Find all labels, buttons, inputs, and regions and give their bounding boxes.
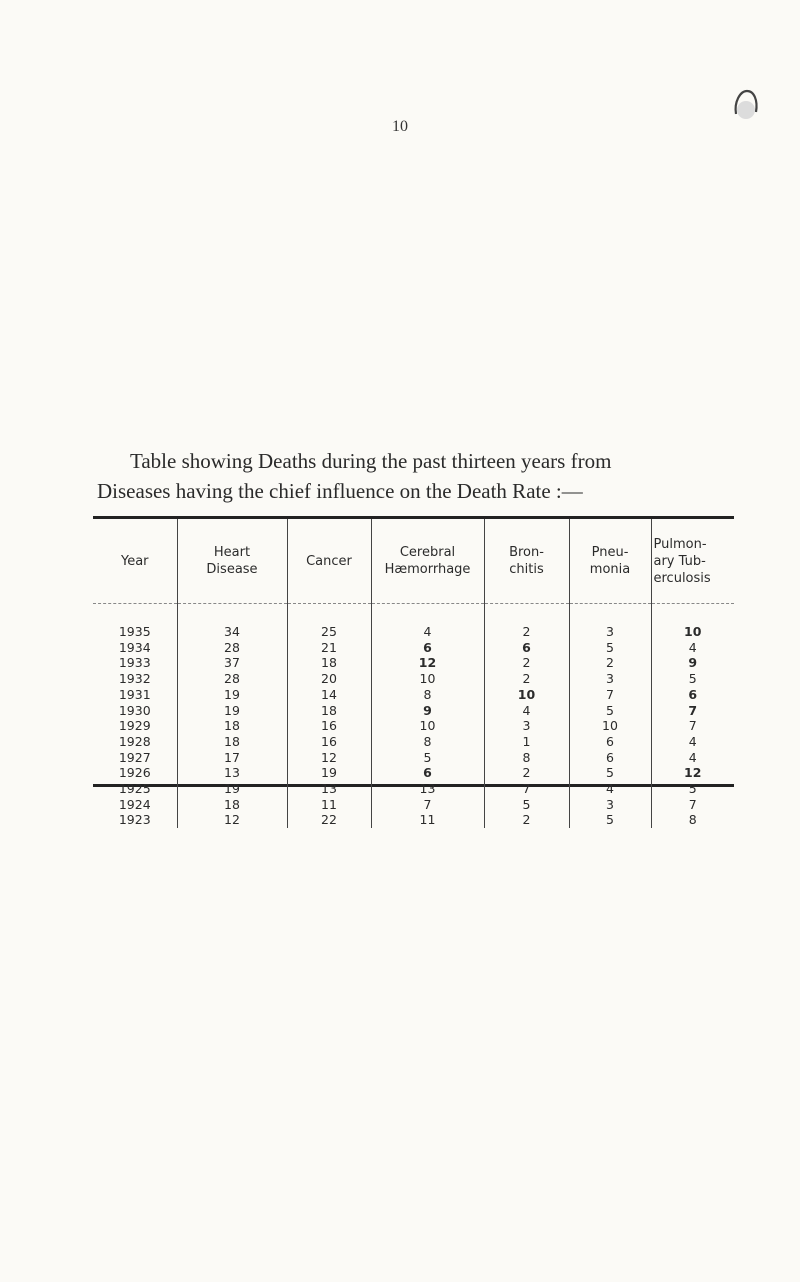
- cell-year: 1934: [118, 639, 151, 655]
- table-row: [93, 765, 734, 781]
- cell-pulmonary-tuberculosis: 12: [651, 765, 734, 781]
- cell-pneumonia: 5: [569, 765, 651, 781]
- cell-pulmonary-tuberculosis: 5: [651, 781, 734, 797]
- cell-cerebral-haemorrhage: 6: [371, 640, 484, 656]
- cell-cancer: 13: [287, 781, 371, 797]
- header-pulmonary-tuberculosis: [651, 519, 734, 604]
- table-row: [93, 703, 734, 719]
- cell-pneumonia: 6: [569, 750, 651, 766]
- cell-cancer: 18: [287, 703, 371, 719]
- cell-cerebral-haemorrhage: 6: [371, 765, 484, 781]
- cell-heart-disease: 34: [177, 604, 287, 640]
- table-row: [93, 687, 734, 703]
- cell-bronchitis: 3: [484, 718, 569, 734]
- cell-year: 1931: [118, 686, 151, 702]
- cell-heart-disease: 18: [177, 797, 287, 813]
- cell-year: 1923: [118, 812, 151, 828]
- caption-line-1: Table showing Deaths during the past thirteen years from: [130, 449, 612, 473]
- cell-pneumonia: 6: [569, 734, 651, 750]
- cell-cerebral-haemorrhage: 4: [371, 604, 484, 640]
- header-year: [93, 519, 177, 604]
- cell-pulmonary-tuberculosis: 4: [651, 640, 734, 656]
- cell-cerebral-haemorrhage: 8: [371, 687, 484, 703]
- cell-cancer: 16: [287, 734, 371, 750]
- cell-year: 1928: [118, 733, 151, 749]
- cell-heart-disease: 17: [177, 750, 287, 766]
- cell-cancer: 16: [287, 718, 371, 734]
- cell-year: 1924: [118, 796, 151, 812]
- table-row: [93, 734, 734, 750]
- table-row: [93, 750, 734, 766]
- deaths-table-container: [93, 516, 734, 828]
- cell-bronchitis: 4: [484, 703, 569, 719]
- cell-heart-disease: 28: [177, 640, 287, 656]
- header-pneumonia-line2: monia: [589, 562, 631, 577]
- cell-pneumonia: 2: [569, 655, 651, 671]
- cell-cerebral-haemorrhage: 12: [371, 655, 484, 671]
- cell-pulmonary-tuberculosis: 7: [651, 718, 734, 734]
- cell-bronchitis: 7: [484, 781, 569, 797]
- header-bronchitis: [484, 519, 569, 604]
- cell-year: 1927: [118, 749, 151, 765]
- cell-heart-disease: 13: [177, 765, 287, 781]
- cell-cerebral-haemorrhage: 13: [371, 781, 484, 797]
- table-row: [93, 797, 734, 813]
- cell-cancer: 11: [287, 797, 371, 813]
- header-cerebral-line1: Cerebral: [399, 545, 456, 560]
- cell-year: 1932: [118, 671, 151, 687]
- caption-line-2: Diseases having the chief influence on the Death Rate :—: [97, 479, 583, 503]
- deaths-table: [93, 519, 734, 828]
- cell-pulmonary-tuberculosis: 8: [651, 812, 734, 828]
- table-row: [93, 604, 734, 640]
- cell-pneumonia: 3: [569, 604, 651, 640]
- cell-cancer: 12: [287, 750, 371, 766]
- cell-cerebral-haemorrhage: 9: [371, 703, 484, 719]
- cell-year: 1935: [118, 624, 151, 639]
- cell-pulmonary-tuberculosis: 4: [651, 750, 734, 766]
- table-caption: [97, 446, 737, 506]
- cell-heart-disease: 19: [177, 781, 287, 797]
- cell-bronchitis: 2: [484, 655, 569, 671]
- cell-pneumonia: 10: [569, 718, 651, 734]
- cell-cancer: 18: [287, 655, 371, 671]
- page-number: 10: [392, 118, 408, 135]
- cell-heart-disease: 37: [177, 655, 287, 671]
- cell-cancer: 20: [287, 671, 371, 687]
- cell-pulmonary-tuberculosis: 4: [651, 734, 734, 750]
- header-cancer: [287, 519, 371, 604]
- cell-cancer: 21: [287, 640, 371, 656]
- cell-bronchitis: 6: [484, 640, 569, 656]
- cell-pulmonary-tuberculosis: 7: [651, 797, 734, 813]
- cell-cancer: 22: [287, 812, 371, 828]
- cell-heart-disease: 28: [177, 671, 287, 687]
- cell-bronchitis: 2: [484, 765, 569, 781]
- cell-cancer: 14: [287, 687, 371, 703]
- cell-heart-disease: 12: [177, 812, 287, 828]
- cell-bronchitis: 8: [484, 750, 569, 766]
- table-body: [93, 604, 734, 829]
- cell-cerebral-haemorrhage: 8: [371, 734, 484, 750]
- header-bronchitis-line2: chitis: [509, 562, 544, 577]
- cell-pneumonia: 4: [569, 781, 651, 797]
- cell-heart-disease: 18: [177, 734, 287, 750]
- cell-heart-disease: 19: [177, 703, 287, 719]
- cell-heart-disease: 18: [177, 718, 287, 734]
- cell-year: 1933: [118, 655, 151, 671]
- cell-bronchitis: 10: [484, 687, 569, 703]
- cell-bronchitis: 2: [484, 604, 569, 640]
- cell-cancer: 25: [287, 604, 371, 640]
- cell-pulmonary-tuberculosis: 6: [651, 687, 734, 703]
- header-cancer-label: Cancer: [306, 553, 352, 569]
- cell-pulmonary-tuberculosis: 5: [651, 671, 734, 687]
- cell-cerebral-haemorrhage: 10: [371, 671, 484, 687]
- cell-cerebral-haemorrhage: 11: [371, 812, 484, 828]
- cell-pneumonia: 5: [569, 703, 651, 719]
- table-row: [93, 781, 734, 797]
- cell-pneumonia: 3: [569, 671, 651, 687]
- header-cerebral-line2: Hæmorrhage: [384, 562, 471, 577]
- cell-pulmonary-tuberculosis: 10: [651, 604, 734, 640]
- header-heart-disease: [177, 519, 287, 604]
- cell-cerebral-haemorrhage: 10: [371, 718, 484, 734]
- cell-pneumonia: 5: [569, 812, 651, 828]
- cell-year: 1929: [118, 718, 151, 734]
- table-row: [93, 718, 734, 734]
- cell-cerebral-haemorrhage: 5: [371, 750, 484, 766]
- table-row: [93, 671, 734, 687]
- cell-pulmonary-tuberculosis: 9: [651, 655, 734, 671]
- header-heart-line1: Heart: [213, 545, 251, 560]
- header-heart-line2: Disease: [206, 562, 258, 577]
- table-header-row: [93, 519, 734, 604]
- header-pulm-line2: ary Tub-: [653, 553, 706, 569]
- cell-pulmonary-tuberculosis: 7: [651, 703, 734, 719]
- cell-pneumonia: 3: [569, 797, 651, 813]
- cell-year: 1926: [118, 765, 151, 781]
- header-cerebral-haemorrhage: [371, 519, 484, 604]
- table-row: [93, 655, 734, 671]
- cell-cancer: 19: [287, 765, 371, 781]
- punch-hole-mark: [732, 88, 760, 122]
- cell-pneumonia: 7: [569, 687, 651, 703]
- table-row: [93, 812, 734, 828]
- cell-bronchitis: 5: [484, 797, 569, 813]
- header-pneumonia-line1: Pneu-: [591, 545, 629, 560]
- cell-bronchitis: 2: [484, 812, 569, 828]
- cell-bronchitis: 2: [484, 671, 569, 687]
- header-bronchitis-line1: Bron-: [509, 545, 544, 560]
- header-pneumonia: [569, 519, 651, 604]
- cell-year: 1930: [118, 702, 151, 718]
- cell-year: 1925: [118, 781, 151, 797]
- table-row: [93, 640, 734, 656]
- header-pulm-line3: erculosis: [653, 570, 711, 586]
- cell-cerebral-haemorrhage: 7: [371, 797, 484, 813]
- cell-pneumonia: 5: [569, 640, 651, 656]
- header-pulm-line1: Pulmon-: [653, 536, 707, 552]
- cell-bronchitis: 1: [484, 734, 569, 750]
- cell-heart-disease: 19: [177, 687, 287, 703]
- header-year-label: Year: [120, 553, 149, 569]
